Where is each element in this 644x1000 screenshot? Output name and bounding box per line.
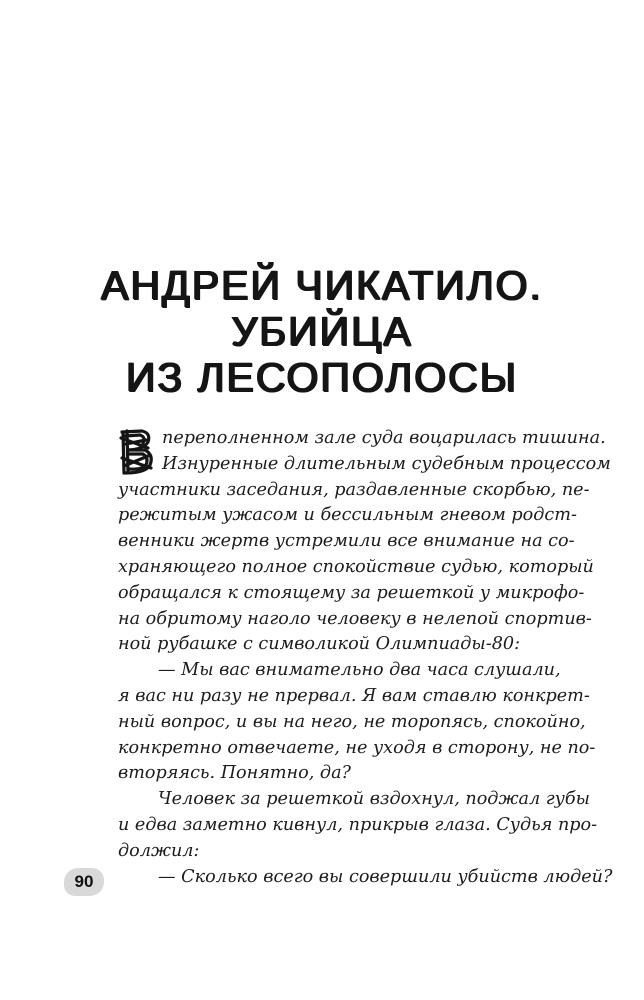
- text-line-8: на обритому наголо человеку в нелепой спортив-: [118, 608, 592, 629]
- text-line-2: Изнуренные длительным судебным процессом: [162, 453, 611, 474]
- text-line-4: режитым ужасом и бессильным гневом родст-: [118, 505, 577, 526]
- text-line-11: я вас ни разу не прервал. Я вам ставлю конкрет-: [118, 685, 590, 706]
- page-number: [64, 868, 104, 896]
- page-number-label: 90: [74, 872, 94, 891]
- text-line-10: — Мы вас внимательно два часа слушали,: [158, 660, 561, 681]
- text-line-3: участники заседания, раздавленные скорбью, пе-: [118, 479, 590, 500]
- text-line-16: и едва заметно кивнул, прикрыв глаза. Судья про-: [118, 814, 598, 835]
- chapter-title-line-3: ИЗ ЛЕСОПОЛОСЫ: [125, 354, 519, 400]
- text-line-18: — Сколько всего вы совершили убийств людей?: [158, 866, 613, 887]
- body-text: [118, 426, 613, 890]
- chapter-title: [0, 262, 644, 400]
- text-line-9: ной рубашке с символикой Олимпиады-80:: [118, 634, 521, 655]
- text-line-5: венники жертв устремили все внимание на со-: [118, 531, 575, 552]
- chapter-title-line-1: АНДРЕЙ ЧИКАТИЛО.: [101, 262, 543, 308]
- text-line-14: вторяясь. Понятно, да?: [118, 763, 351, 784]
- text-line-6: храняющего полное спокойствие судью, который: [118, 556, 594, 577]
- chapter-title-line-2: УБИЙЦА: [231, 308, 413, 354]
- text-line-15: Человек за решеткой вздохнул, поджал губы: [158, 789, 590, 810]
- drop-cap-letter: [118, 428, 156, 476]
- text-line-12: ный вопрос, и вы на него, не торопясь, спокойно,: [118, 711, 586, 732]
- text-line-17: должил:: [118, 840, 200, 861]
- text-line-7: обращался к стоящему за решеткой у микрофо-: [118, 582, 585, 603]
- text-line-13: конкретно отвечаете, не уходя в сторону, не по-: [118, 737, 596, 758]
- text-line-1: переполненном зале суда воцарилась тишина.: [162, 428, 606, 448]
